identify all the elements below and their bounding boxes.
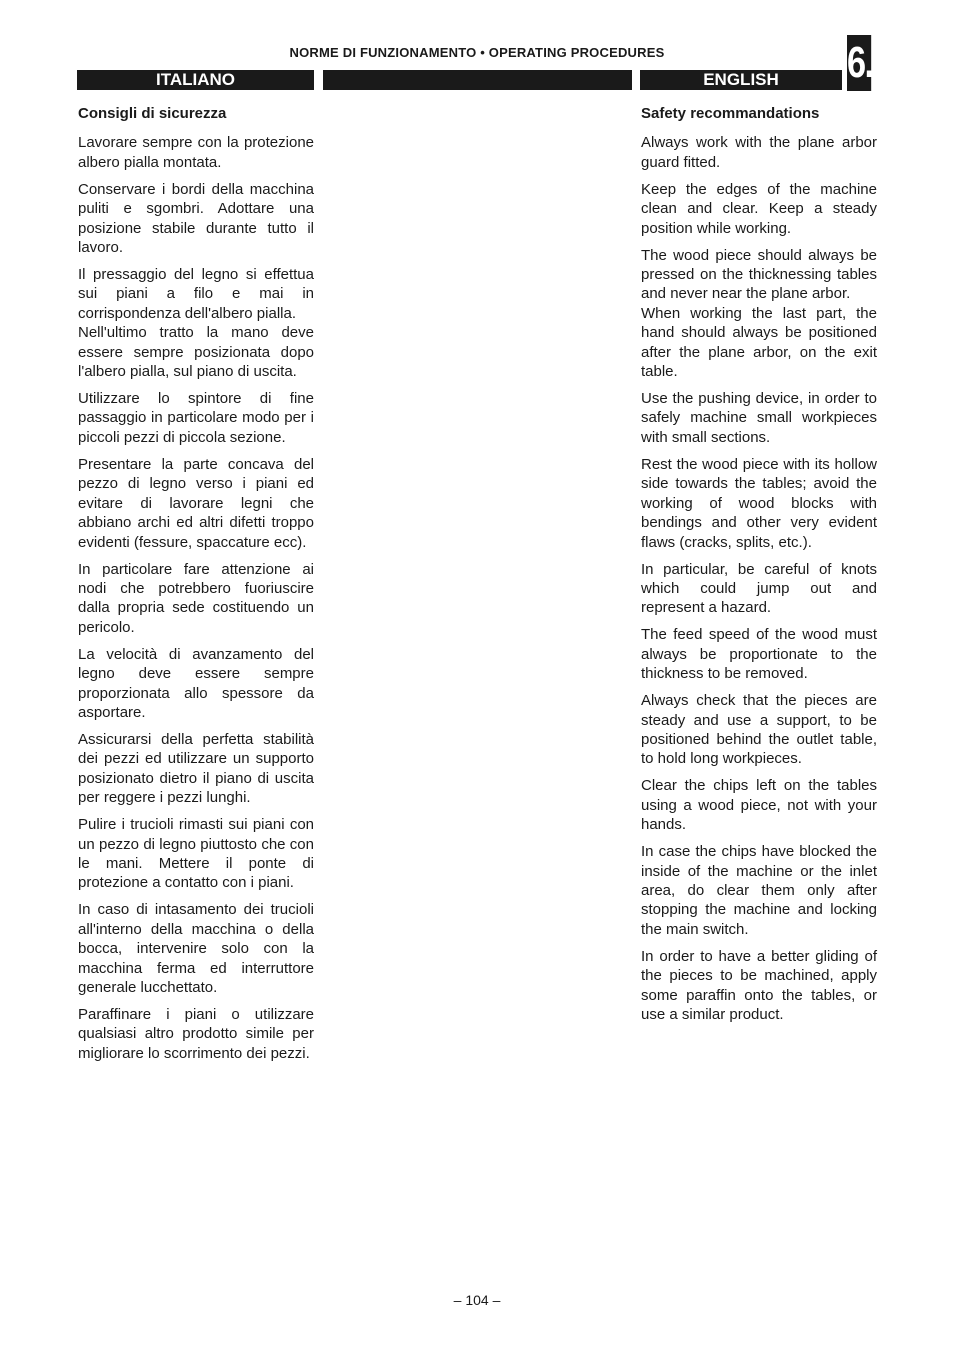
paragraph: Clear the chips left on the tables using a wood piece, not with your hands. [641,777,877,834]
paragraph: In caso di intasamento dei trucioli all'interno della macchina o della bocca, intervenire solo con la macchina ferma ed interruttore generale lucchettato. [78,901,314,996]
paragraph: La velocità di avanzamento del legno deve essere sempre proporzionata allo spessore da asportare. [78,645,314,721]
paragraph-line: Il pressaggio del legno si effettua sui piani a filo e mai in corrispondenza dell'albero pialla. [78,266,314,322]
paragraph: Utilizzare lo spintore di fine passaggio in particolare modo per i piccoli pezzi di piccola sezione. [78,390,314,446]
paragraph-line: Nell'ultimo tratto la mano deve essere sempre posizionata dopo l'albero pialla, sul piano di uscita. [78,324,314,381]
paragraph: Use the pushing device, in order to safely machine small workpieces with small sections. [641,390,877,446]
italian-column [78,104,314,1071]
page-number: – 104 – [453,1292,501,1308]
paragraph: In case the chips have blocked the inside of the machine or the inlet area, do clear them only after stopping the machine and locking the main switch. [641,843,877,938]
paragraph-line: When working the last part, the hand should always be positioned after the plane arbor, on the exit table. [641,304,877,381]
paragraph: In particolare fare attenzione ai nodi che potrebbero fuoriuscire dalla propria sede costituendo un pericolo. [78,560,314,636]
paragraph: Assicurarsi della perfetta stabilità dei pezzi ed utilizzare un supporto posizionato dietro il piano di uscita per reggere i pezzi lunghi. [78,730,314,807]
paragraph [78,265,314,381]
section-number-badge: 6. [847,35,871,91]
section-heading: Consigli di sicurezza [78,105,227,122]
paragraph: Always check that the pieces are steady and use a support, to be positioned behind the outlet table, to hold long workpieces. [641,692,877,768]
paragraph: Always work with the plane arbor guard fitted. [641,134,877,171]
language-bar-english: ENGLISH [640,70,842,90]
language-bar-italian: ITALIANO [77,70,314,90]
paragraph: In order to have a better gliding of the pieces to be machined, apply some paraffin onto the tables, or use a similar product. [641,947,877,1023]
paragraph: Lavorare sempre con la protezione albero pialla montata. [78,134,314,171]
paragraph-line: The wood piece should always be pressed on the thicknessing tables and never near the plane arbor. [641,246,877,303]
paragraph: Conservare i bordi della macchina puliti e sgombri. Adottare una posizione stabile durante tutto il lavoro. [78,180,314,257]
paragraph: Keep the edges of the machine clean and clear. Keep a steady position while working. [641,180,877,237]
paragraph [641,246,877,382]
page-header-title: NORME DI FUNZIONAMENTO • OPERATING PROCEDURES [289,45,665,60]
language-bar-divider [323,70,632,90]
english-column [641,104,877,1032]
paragraph: Paraffinare i piani o utilizzare qualsiasi altro prodotto simile per migliorare lo scorrimento dei pezzi. [78,1006,314,1062]
section-heading: Safety recommandations [641,105,820,122]
paragraph: Presentare la parte concava del pezzo di legno verso i piani ed evitare di lavorare legni che abbiano archi ed altri difetti troppo evidenti (fessure, spaccature ecc). [78,455,314,551]
paragraph: Rest the wood piece with its hollow side towards the tables; avoid the working of wood blocks with bendings and other very evident flaws (cracks, splits, etc.). [641,455,877,551]
paragraph: In particular, be careful of knots which could jump out and represent a hazard. [641,560,877,617]
paragraph: Pulire i trucioli rimasti sui piani con un pezzo di legno piuttosto che con le mani. Mettere il ponte di protezione a contatto con i piani. [78,816,314,892]
paragraph: The feed speed of the wood must always be proportionate to the thickness to be removed. [641,626,877,683]
